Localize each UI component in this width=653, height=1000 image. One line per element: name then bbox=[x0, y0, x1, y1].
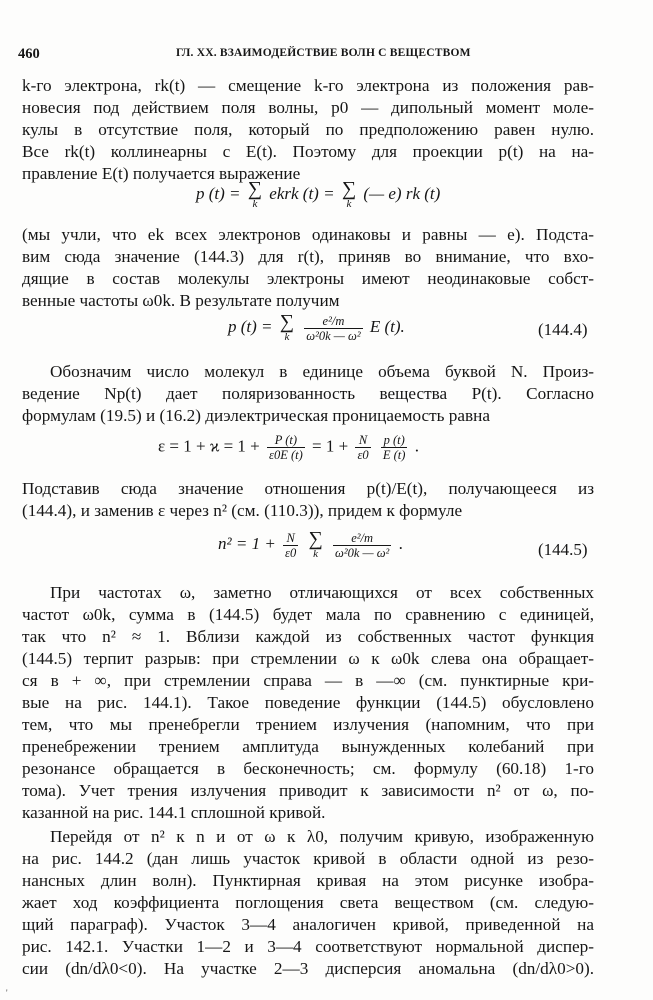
text-line: на рис. 144.2 (дан лишь участок кривой в области одной из резо- bbox=[22, 849, 594, 868]
scan-mark: ' bbox=[6, 988, 8, 998]
page-header bbox=[18, 46, 613, 64]
text-line: формулам (19.5) и (16.2) диэлектрическая проницаемость равна bbox=[22, 406, 490, 425]
text-line: тома). Учет трения излучения приводит к зависимости n² от ω, по- bbox=[22, 781, 594, 800]
fraction bbox=[267, 433, 305, 462]
sum-symbol bbox=[342, 180, 356, 210]
text-line: Подставив сюда значение отношения p(t)/E(t), получающееся из bbox=[22, 479, 594, 498]
text-line: ведение Np(t) дает поляризованность вещества P(t). Согласно bbox=[22, 384, 594, 403]
equation-permittivity bbox=[158, 433, 419, 462]
text-line: Перейдя от n² к n и от ω к λ0, получим кривую, изображенную bbox=[50, 827, 594, 846]
text-line: ся в + ∞, при стремлении справа — в —∞ (см. пунктирные кри- bbox=[22, 671, 594, 690]
sigma-sign: ∑ bbox=[279, 311, 295, 333]
text-line: так что n² ≈ 1. Вблизи каждой из собственных частот функция bbox=[22, 627, 594, 646]
eq3-mid: = 1 + bbox=[312, 436, 349, 456]
fraction bbox=[283, 531, 298, 560]
sigma-sign: ∑ bbox=[247, 178, 263, 200]
text-line: При частотах ω, заметно отличающихся от всех собственных bbox=[50, 583, 594, 602]
equation-144-5 bbox=[218, 530, 403, 560]
text-line: дящие в состав молекулы электроны имеют неодинаковые собст- bbox=[22, 269, 594, 288]
fraction-numerator: e²/m bbox=[333, 531, 391, 546]
sum-symbol bbox=[280, 313, 294, 343]
text-line: пренебрежении трением амплитуда вынужденных колебаний при bbox=[22, 737, 594, 756]
text-line: тем, что мы пренебрегли трением излучения (напомним, что при bbox=[22, 715, 594, 734]
text-line: сии (dn/dλ0<0). На участке 2—3 дисперсия аномальна (dn/dλ0>0). bbox=[22, 959, 594, 978]
fraction bbox=[304, 314, 362, 343]
text-line: резонансе обращается в бесконечность; см. формулу (60.18) 1-го bbox=[22, 759, 594, 778]
text-line: k-го электрона, rk(t) — смещение k-го электрона из положения рав- bbox=[22, 76, 594, 95]
fraction-numerator: N bbox=[283, 531, 298, 546]
text-line: (144.4), и заменив ε через n² (см. (110.3)), придем к формуле bbox=[22, 501, 463, 520]
equation-number: (144.4) bbox=[538, 320, 588, 339]
text-line: венные частоты ω0k. В результате получим bbox=[22, 291, 340, 310]
fraction-denominator: ω²0k — ω² bbox=[306, 328, 361, 343]
sum-index: k bbox=[284, 331, 290, 343]
eq2-lhs: p (t) = bbox=[228, 316, 273, 336]
fraction-denominator: E (t) bbox=[382, 448, 406, 462]
equation-number: (144.5) bbox=[538, 540, 588, 559]
text-line: казанной на рис. 144.1 сплошной кривой. bbox=[22, 803, 326, 822]
text-line: щий параграф). Участок 3—4 аналогичен кривой, приведенной на bbox=[22, 915, 594, 934]
eq1-middle: ekrk (t) = bbox=[269, 183, 335, 203]
sigma-sign: ∑ bbox=[308, 528, 323, 550]
text-line: (144.5) терпит разрыв: при стремлении ω к ω0k слева она обращает- bbox=[22, 649, 594, 668]
fraction-numerator: e²/m bbox=[304, 314, 362, 329]
fraction-denominator: ε0 bbox=[357, 448, 369, 462]
running-head: ГЛ. XX. ВЗАИМОДЕЙСТВИЕ ВОЛН С ВЕЩЕСТВОМ bbox=[176, 47, 471, 59]
sum-symbol bbox=[308, 530, 322, 560]
equation-p-sum bbox=[196, 180, 440, 210]
text-line: (мы учли, что ek всех электронов одинаковы и равны — e). Подста- bbox=[22, 225, 594, 244]
text-line: правление E(t) получается выражение bbox=[22, 164, 301, 183]
eq1-rhs: (— e) rk (t) bbox=[363, 183, 441, 203]
sum-index: k bbox=[346, 198, 352, 210]
fraction-numerator: p (t) bbox=[381, 433, 408, 448]
sum-symbol bbox=[248, 180, 262, 210]
eq3-end: . bbox=[414, 436, 419, 456]
eq2-rhs: E (t). bbox=[369, 316, 405, 336]
eq3-lhs: ε = 1 + ϰ = 1 + bbox=[158, 436, 260, 456]
fraction bbox=[381, 433, 408, 462]
fraction-numerator: P (t) bbox=[267, 433, 305, 448]
text-line: Обозначим число молекул в единице объема буквой N. Произ- bbox=[50, 362, 594, 381]
eq4-lhs: n² = 1 + bbox=[218, 533, 276, 553]
text-line: вые на рис. 144.1). Такое поведение функции (144.5) обусловлено bbox=[22, 693, 594, 712]
fraction-numerator: N bbox=[355, 433, 370, 448]
text-line: жает ход коэффициента поглощения света веществом (см. следую- bbox=[22, 893, 594, 912]
text-line: вим сюда значение (144.3) для r(t), приняв во внимание, что вхо- bbox=[22, 247, 594, 266]
sum-index: k bbox=[252, 198, 258, 210]
equation-144-4 bbox=[228, 313, 405, 343]
text-line: Все rk(t) коллинеарны с E(t). Поэтому для проекции p(t) на на- bbox=[22, 142, 594, 161]
sigma-sign: ∑ bbox=[341, 178, 357, 200]
text-line: рис. 142.1. Участки 1—2 и 3—4 соответствуют нормальной диспер- bbox=[22, 937, 594, 956]
page-number: 460 bbox=[18, 46, 40, 62]
fraction-denominator: ε0E (t) bbox=[269, 448, 303, 462]
fraction-denominator: ω²0k — ω² bbox=[335, 545, 390, 560]
fraction bbox=[355, 433, 370, 462]
text-line: нансных длин волн). Пунктирная кривая на этом рисунке изобра- bbox=[22, 871, 594, 890]
eq1-lhs: p (t) = bbox=[196, 183, 241, 203]
fraction bbox=[333, 531, 391, 560]
text-line: новесия под действием поля волны, p0 — дипольный момент моле- bbox=[22, 98, 594, 117]
fraction-denominator: ε0 bbox=[285, 545, 297, 560]
eq4-end: . bbox=[398, 533, 403, 553]
sum-index: k bbox=[313, 548, 319, 560]
text-line: частот ω0k, сумма в (144.5) будет мала по сравнению с единицей, bbox=[22, 605, 594, 624]
text-line: кулы в отсутствие поля, который по предположению равен нулю. bbox=[22, 120, 594, 139]
